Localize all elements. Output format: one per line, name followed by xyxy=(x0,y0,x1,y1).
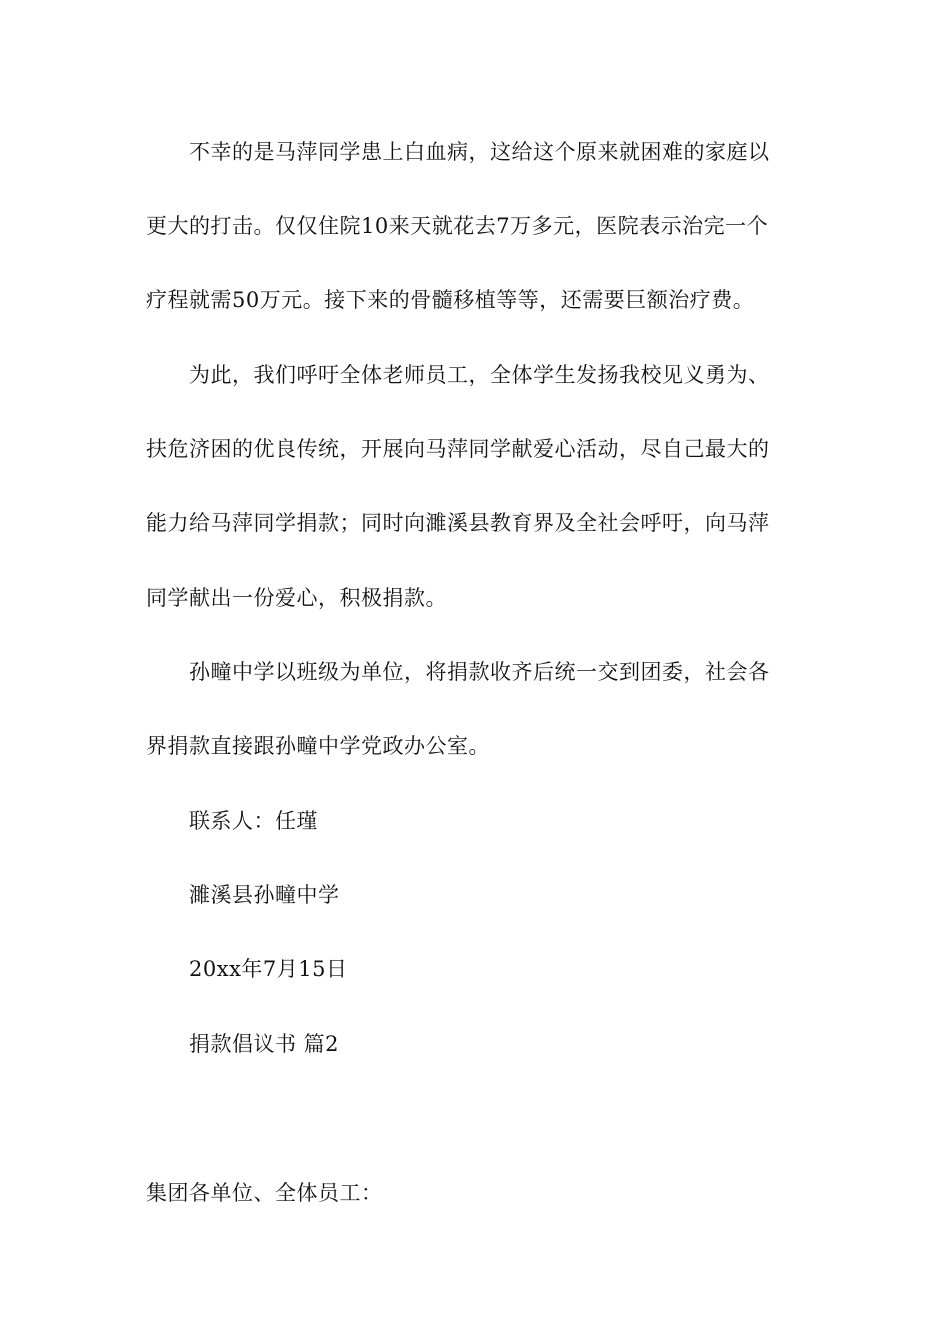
paragraph-1-line-1: 不幸的是马萍同学患上白血病，这给这个原来就困难的家庭以 xyxy=(189,140,770,164)
paragraph-2-line-2: 扶危济困的优良传统，开展向马萍同学献爱心活动，尽自己最大的 xyxy=(146,437,770,461)
contact-line: 联系人：任瑾 xyxy=(189,809,318,833)
paragraph-1-line-3: 疗程就需50万元。接下来的骨髓移植等等，还需要巨额治疗费。 xyxy=(146,288,755,312)
date-line: 20xx年7月15日 xyxy=(189,957,348,981)
paragraph-3-line-2: 界捐款直接跟孙疃中学党政办公室。 xyxy=(146,734,490,758)
paragraph-3-line-1: 孙疃中学以班级为单位，将捐款收齐后统一交到团委，社会各 xyxy=(189,660,770,684)
paragraph-1-line-2: 更大的打击。仅仅住院10来天就花去7万多元，医院表示治完一个 xyxy=(146,214,769,238)
paragraph-2-line-4: 同学献出一份爱心，积极捐款。 xyxy=(146,586,447,610)
paragraph-2-line-3: 能力给马萍同学捐款；同时向濉溪县教育界及全社会呼吁，向马萍 xyxy=(146,511,770,535)
salutation-line: 集团各单位、全体员工： xyxy=(146,1181,383,1205)
organization-line: 濉溪县孙疃中学 xyxy=(189,883,340,907)
paragraph-2-line-1: 为此，我们呼吁全体老师员工，全体学生发扬我校见义勇为、 xyxy=(189,363,770,387)
section-title: 捐款倡议书 篇2 xyxy=(189,1032,340,1056)
